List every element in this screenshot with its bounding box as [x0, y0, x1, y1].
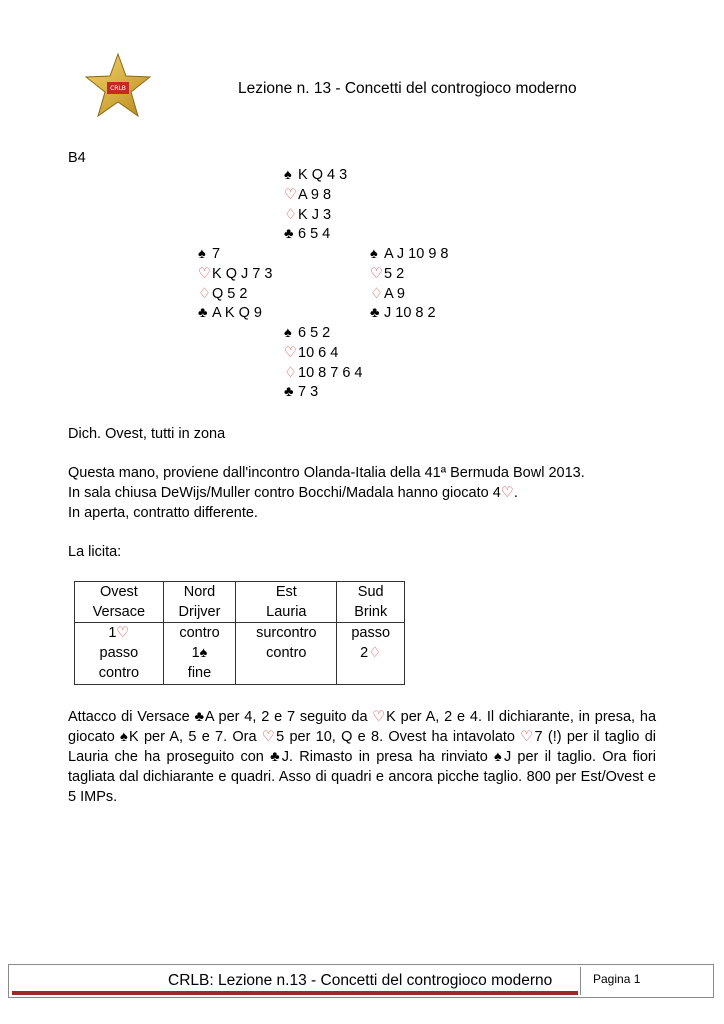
board-label: B4: [68, 150, 86, 166]
bids-east: surcontro contro: [236, 623, 337, 685]
north-clubs: ♣ 6 5 4: [284, 226, 331, 243]
hand-north: [284, 166, 347, 245]
header-east: Est Lauria: [236, 582, 337, 623]
bidding-table: [74, 581, 405, 685]
dealer-line: Dich. Ovest, tutti in zona: [68, 426, 226, 442]
page-number: Pagina 1: [593, 972, 641, 986]
west-clubs: ♣ A K Q 9: [198, 305, 262, 322]
south-clubs: ♣ 7 3: [284, 384, 319, 401]
svg-text:CRLB: CRLB: [110, 85, 126, 92]
west-diamonds: ♢Q 5 2: [198, 285, 248, 302]
bids-south: passo 2♢: [337, 623, 405, 685]
north-hearts: ♡A 9 8: [284, 186, 332, 203]
south-spades: ♠ 6 5 2: [284, 325, 331, 341]
hand-east: [370, 245, 449, 324]
crlb-star-logo: [84, 52, 152, 120]
east-spades: ♠ A J 10 9 8: [370, 246, 449, 262]
hand-west: [198, 245, 272, 324]
north-diamonds: ♢K J 3: [284, 206, 332, 223]
east-clubs: ♣ J 10 8 2: [370, 305, 436, 322]
play-description: Attacco di Versace ♣A per 4, 2 e 7 seguito da ♡K per A, 2 e 4. Il dichiarante, in presa, ha giocato ♠K per A, 5 e 7. Ora ♡5 per 10, Q e 8. Ovest ha intavolato ♡7 (!) per il taglio di Lauria che ha proseguito con ♣J. Rimasto in presa ha rinviato ♠J per il taglio. Ora fiori tagliata dal dichiarante e quadri. Asso di quadri e ancora picche taglio. 800 per Est/Ovest e 5 IMPs.: [68, 709, 657, 805]
header-south: Sud Brink: [337, 582, 405, 623]
intro-line-2: In sala chiusa DeWijs/Muller contro Bocchi/Madala hanno giocato 4♡.: [68, 485, 518, 501]
header-north: Nord Drijver: [163, 582, 235, 623]
intro-line-1: Questa mano, proviene dall'incontro Olanda-Italia della 41ª Bermuda Bowl 2013.: [68, 465, 585, 481]
west-spades: ♠ 7: [198, 246, 221, 262]
intro-line-3: In aperta, contratto differente.: [68, 505, 258, 521]
heart-symbol: ♡: [500, 485, 514, 501]
bids-west: 1♡ passo contro: [75, 623, 164, 685]
bids-north: contro 1♠ fine: [163, 623, 235, 685]
footer-page-box: [580, 967, 710, 995]
south-hearts: ♡10 6 4: [284, 344, 339, 361]
bidding-header-row: [75, 582, 405, 623]
header-west: Ovest Versace: [75, 582, 164, 623]
west-hearts: ♡K Q J 7 3: [198, 265, 273, 282]
north-spades: ♠ K Q 4 3: [284, 167, 348, 183]
hand-south: [284, 324, 363, 403]
east-hearts: ♡5 2: [370, 265, 405, 282]
bidding-body-row: [75, 623, 405, 685]
page-title: Lezione n. 13 - Concetti del controgioco moderno: [238, 80, 577, 97]
footer-title: CRLB: Lezione n.13 - Concetti del controgioco moderno: [168, 972, 553, 989]
south-diamonds: ♢10 8 7 6 4: [284, 364, 363, 381]
east-diamonds: ♢A 9: [370, 285, 405, 302]
bidding-label: La licita:: [68, 544, 122, 560]
